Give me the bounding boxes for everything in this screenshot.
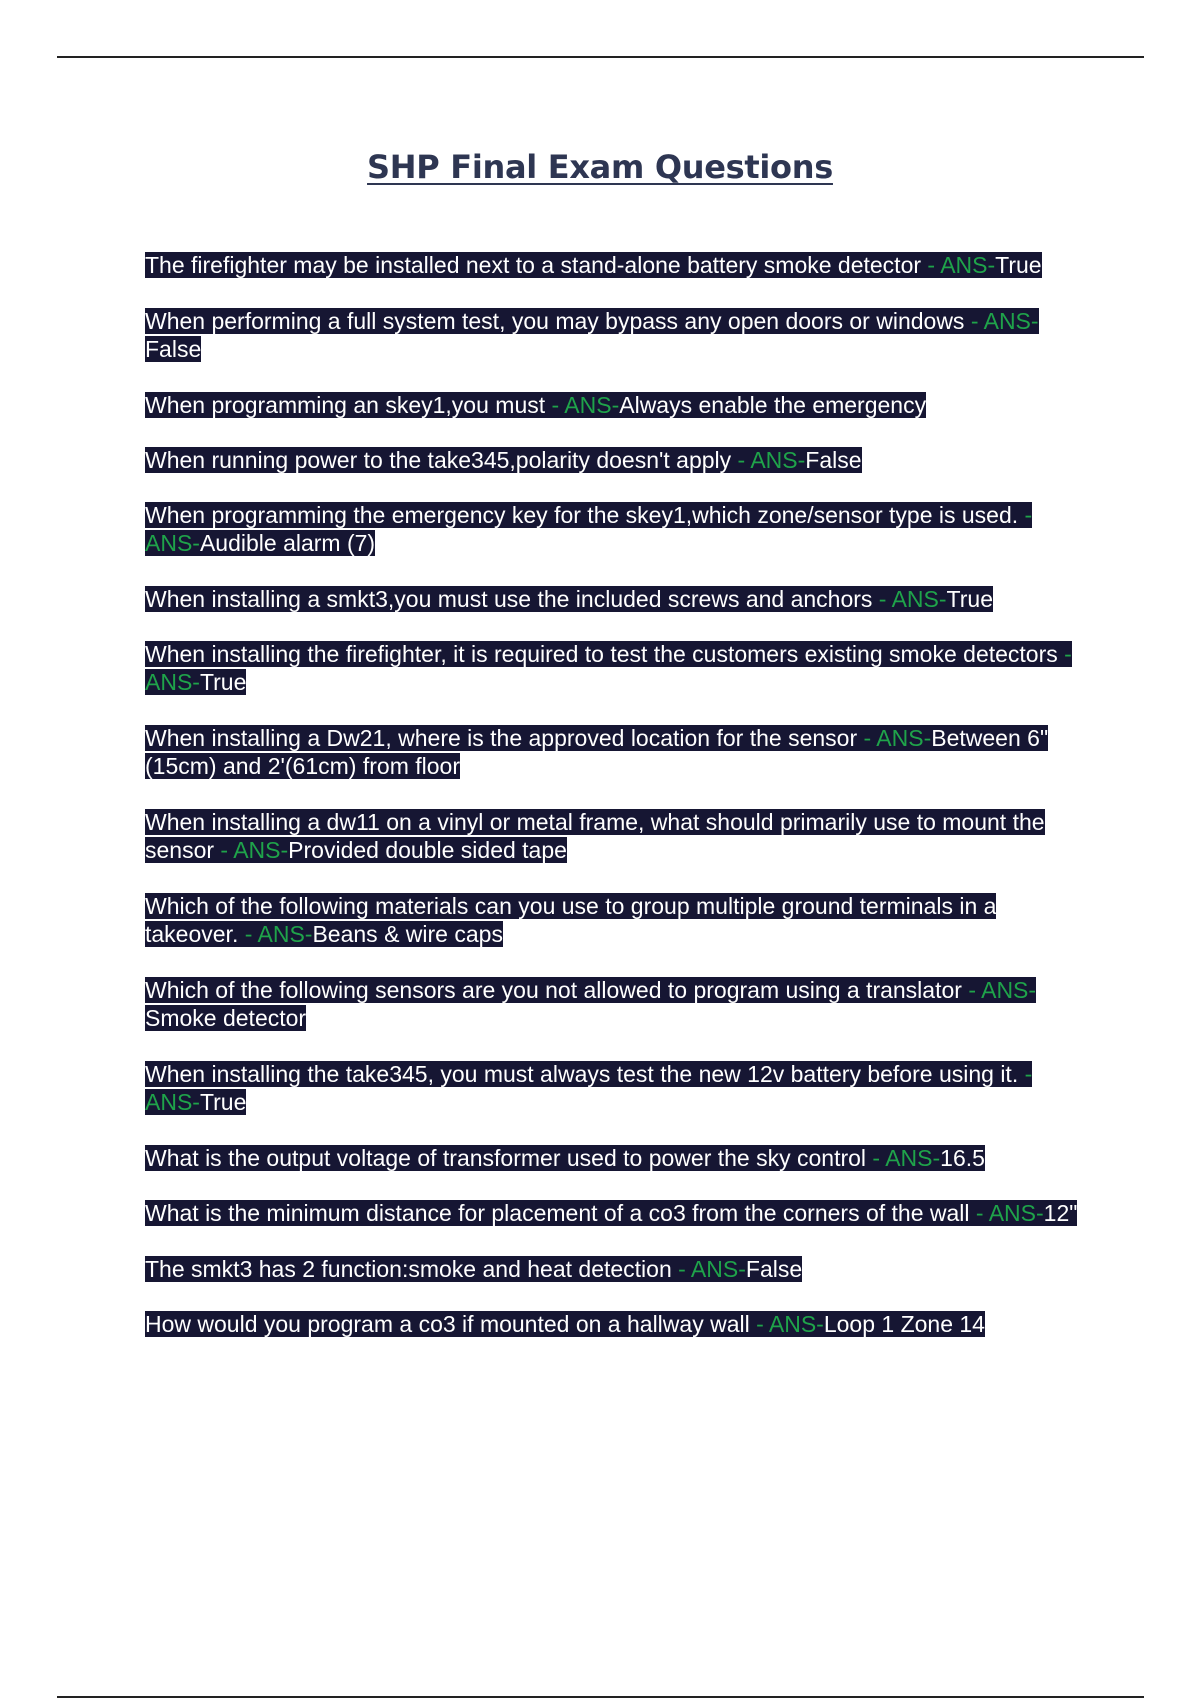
qa-item (145, 1144, 1090, 1172)
answer-text: False (805, 447, 862, 473)
answer-marker: - ANS- (961, 977, 1037, 1003)
question-text: What is the minimum distance for placement of a co3 from the corners of the wall (145, 1200, 970, 1226)
top-divider (57, 56, 1144, 58)
qa-item (145, 585, 1090, 613)
question-text: When installing the take345, you must always test the new 12v battery before using it. (145, 1061, 1019, 1087)
qa-item (145, 892, 1090, 948)
answer-marker: - ANS- (545, 392, 620, 418)
qa-item (145, 307, 1090, 363)
question-text: What is the output voltage of transformer used to power the sky control (145, 1145, 867, 1171)
answer-text: Audible alarm (7) (199, 530, 376, 556)
answer-marker: - ANS- (145, 502, 1033, 556)
qa-item (145, 391, 1090, 419)
title-container (0, 148, 1200, 186)
question-text: How would you program a co3 if mounted on a hallway wall (145, 1311, 750, 1337)
bottom-divider (57, 1696, 1144, 1698)
qa-highlight (145, 725, 1048, 779)
answer-marker: - ANS- (238, 921, 313, 947)
question-text: The smkt3 has 2 function:smoke and heat detection (145, 1256, 672, 1282)
qa-highlight (145, 1200, 1077, 1226)
answer-marker: - ANS- (145, 641, 1072, 695)
answer-text: True (199, 1089, 247, 1115)
qa-item (145, 251, 1090, 279)
document-title: SHP Final Exam Questions (367, 148, 833, 186)
answer-text: False (745, 1256, 803, 1282)
question-text: When installing a smkt3,you must use the included screws and anchors (145, 586, 873, 612)
answer-marker: - ANS- (731, 447, 806, 473)
qa-item (145, 808, 1090, 864)
answer-marker: - ANS- (749, 1311, 824, 1337)
question-text: When installing a Dw21, where is the approved location for the sensor (145, 725, 858, 751)
qa-highlight (145, 977, 1036, 1031)
question-text: When programming the emergency key for the skey1,which zone/sensor type is used. (145, 502, 1019, 528)
qa-item (145, 724, 1090, 780)
qa-highlight (145, 809, 1045, 863)
qa-item (145, 976, 1090, 1032)
qa-highlight (145, 308, 1039, 362)
qa-highlight (145, 392, 926, 418)
answer-text: Loop 1 Zone 14 (823, 1311, 985, 1337)
answer-text: True (995, 252, 1042, 278)
question-text: When installing the firefighter, it is required to test the customers existing smoke detectors (145, 641, 1058, 667)
answer-marker: - ANS- (964, 308, 1039, 334)
question-text: When installing a dw11 on a vinyl or metal frame, what should primarily use to mount the sensor (145, 809, 1045, 863)
question-text: When performing a full system test, you may bypass any open doors or windows (145, 308, 965, 334)
question-list (145, 251, 1090, 1365)
question-text: When programming an skey1,you must (145, 392, 546, 418)
answer-text: Beans & wire caps (312, 921, 503, 947)
answer-marker: - ANS- (969, 1200, 1044, 1226)
qa-highlight (145, 1145, 985, 1171)
answer-text: 16.5 (940, 1145, 985, 1171)
answer-text: Provided double sided tape (288, 837, 567, 863)
question-text: Which of the following sensors are you not allowed to program using a translator (145, 977, 962, 1003)
qa-item (145, 1255, 1090, 1283)
answer-text: Smoke detector (145, 1005, 307, 1031)
answer-marker: - ANS- (214, 837, 289, 863)
question-text: Which of the following materials can you use to group multiple ground terminals in a takeover. (145, 893, 997, 947)
question-text: When running power to the take345,polarity doesn't apply (145, 447, 732, 473)
qa-item (145, 1060, 1090, 1116)
qa-highlight (145, 586, 993, 612)
qa-highlight (145, 502, 1032, 556)
qa-highlight (145, 252, 1042, 278)
qa-highlight (145, 1061, 1032, 1115)
answer-text: Between 6"(15cm) and 2'(61cm) from floor (145, 725, 1049, 779)
qa-highlight (145, 1256, 802, 1282)
answer-text: True (199, 669, 247, 695)
qa-item (145, 446, 1090, 474)
answer-text: 12" (1043, 1200, 1078, 1226)
qa-item (145, 1310, 1090, 1338)
qa-highlight (145, 641, 1072, 695)
question-text: The firefighter may be installed next to a stand-alone battery smoke detector (145, 252, 922, 278)
answer-marker: - ANS- (671, 1256, 746, 1282)
qa-item (145, 1199, 1090, 1227)
qa-highlight (145, 447, 862, 473)
answer-marker: - ANS- (866, 1145, 941, 1171)
answer-text: Always enable the emergency (619, 392, 927, 418)
answer-marker: - ANS- (857, 725, 932, 751)
qa-highlight (145, 893, 996, 947)
answer-marker: - ANS- (872, 586, 947, 612)
answer-marker: - ANS- (921, 252, 996, 278)
answer-marker: - ANS- (145, 1061, 1033, 1115)
answer-text: True (946, 586, 993, 612)
qa-item (145, 501, 1090, 557)
qa-item (145, 640, 1090, 696)
answer-text: False (145, 336, 202, 362)
qa-highlight (145, 1311, 985, 1337)
